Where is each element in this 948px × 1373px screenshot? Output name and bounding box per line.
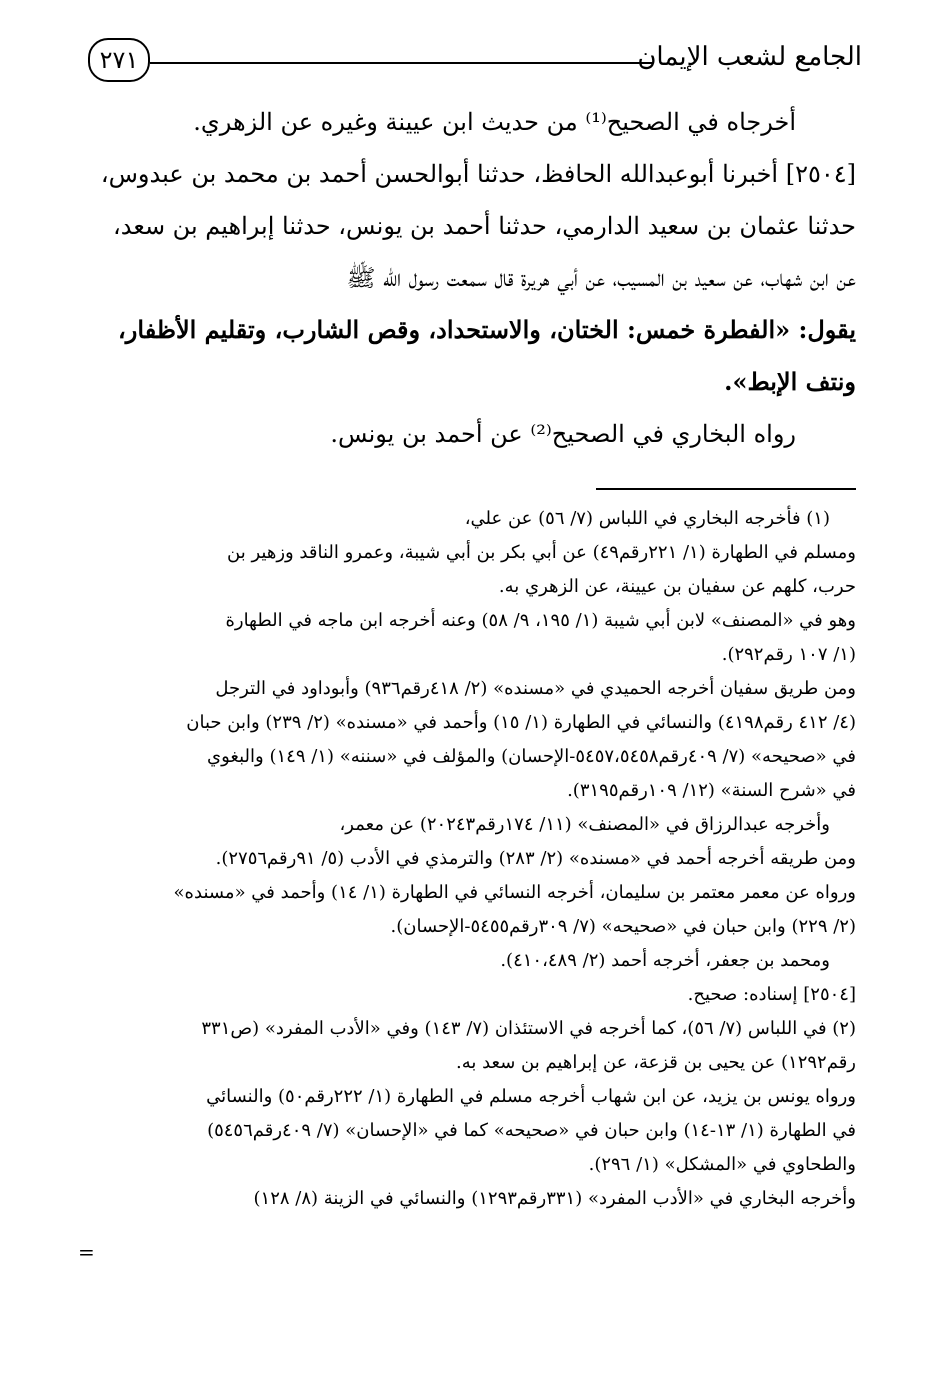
footnote-line: في «صحيحه» (٧/ ٤٠٩رقم٥٤٥٧،٥٤٥٨-الإحسان) والمؤلف في «سننه» (١/ ١٤٩) والبغوي	[207, 746, 856, 767]
hadith-text-line: ونتف الإبط».	[724, 367, 856, 396]
main-text	[88, 96, 856, 460]
header-rule	[150, 62, 652, 64]
footnote-line: وأخرجه عبدالرزاق في «المصنف» (١١/ ١٧٤رقم٢٠٢٤٣) عن معمر،	[339, 814, 830, 835]
footnotes	[74, 502, 856, 1216]
text-line: حدثنا عثمان بن سعيد الدارمي، حدثنا أحمد بن يونس، حدثنا إبراهيم بن سعد،	[113, 212, 856, 240]
text-line: أخرجاه في الصحيح⁽¹⁾ من حديث ابن عيينة وغيره عن الزهري.	[193, 108, 796, 136]
footnote-line: في «شرح السنة» (١٢/ ١٠٩رقم٣١٩٥).	[567, 780, 856, 801]
footnote-line: (١/ ١٠٧ رقم٢٩٢).	[721, 644, 856, 665]
footnote-line: (٢) في اللباس (٧/ ٥٦)، كما أخرجه في الاستئذان (٧/ ١٤٣) وفي «الأدب المفرد» (ص٣٣١	[201, 1018, 856, 1039]
isnad-grading-line: [٢٥٠٤] إسناده: صحيح.	[687, 984, 856, 1005]
footnote-line: والطحاوي في «المشكل» (١/ ٢٩٦).	[588, 1154, 856, 1175]
page-header	[88, 28, 862, 90]
footnote-line: في الطهارة (١/ ١٣-١٤) وابن حبان في «صحيحه» كما في «الإحسان» (٧/ ٤٠٩رقم٥٤٥٦)	[207, 1120, 856, 1141]
footnote-line: ومحمد بن جعفر، أخرجه أحمد (٢/ ٤١٠،٤٨٩).	[500, 950, 830, 971]
page-number: ٢٧١	[88, 38, 150, 82]
text-line: رواه البخاري في الصحيح⁽²⁾ عن أحمد بن يونس.	[330, 420, 796, 448]
footnote-line: حرب، كلهم عن سفيان بن عيينة، عن الزهري به.	[498, 576, 856, 597]
running-title: الجامع لشعب الإيمان	[637, 42, 862, 72]
footnote-separator	[596, 488, 856, 490]
footnote-line: ومسلم في الطهارة (١/ ٢٢١رقم٤٩) عن أبي بكر بن أبي شيبة، وعمرو الناقد وزهير بن	[227, 542, 856, 563]
hadith-text-line: يقول: «الفطرة خمس: الختان، والاستحداد، وقص الشارب، وتقليم الأظفار،	[118, 315, 856, 344]
footnote-line: (٤/ ٤١٢ رقم٤١٩٨) والنسائي في الطهارة (١/ ١٥) وأحمد في «مسنده» (٢/ ٢٣٩) وابن حبان	[186, 712, 856, 733]
footnote-line: ورواه يونس بن يزيد، عن ابن شهاب أخرجه مسلم في الطهارة (١/ ٢٢٢رقم٥٠) والنسائي	[206, 1086, 856, 1107]
footnote-line: وأخرجه البخاري في «الأدب المفرد» (٣٣١رقم١٢٩٣) والنسائي في الزينة (٨/ ١٢٨)	[253, 1188, 856, 1209]
continuation-mark: =	[78, 1240, 95, 1264]
footnote-line: (١) فأخرجه البخاري في اللباس (٧/ ٥٦) عن علي،	[464, 508, 830, 529]
text-line: [٢٥٠٤] أخبرنا أبوعبدالله الحافظ، حدثنا أبوالحسن أحمد بن محمد بن عبدوس،	[100, 160, 856, 188]
footnote-line: ومن طريقه أخرجه أحمد في «مسنده» (٢/ ٢٨٣) والترمذي في الأدب (٥/ ٩١رقم٢٧٥٦).	[215, 848, 856, 869]
footnote-line: ورواه عن معمر معتمر بن سليمان، أخرجه النسائي في الطهارة (١/ ١٤) وأحمد في «مسنده»	[173, 882, 856, 903]
footnote-line: رقم١٢٩٢) عن يحيى بن قزعة، عن إبراهيم بن سعد به.	[455, 1052, 856, 1073]
footnote-line: ومن طريق سفيان أخرجه الحميدي في «مسنده» (٢/ ٤١٨رقم٩٣٦) وأبوداود في الترجل	[215, 678, 856, 699]
footnote-line: (٢/ ٢٢٩) وابن حبان في «صحيحه» (٧/ ٣٠٩رقم٥٤٥٥-الإحسان).	[390, 916, 856, 937]
footnote-line: وهو في «المصنف» لابن أبي شيبة (١/ ١٩٥، ٩/ ٥٨) وعنه أخرجه ابن ماجه في الطهارة	[225, 610, 856, 631]
text-line: عن ابن شهاب، عن سعيد بن المسيب، عن أبي هريرة قال سمعت رسول الله ﷺ	[346, 264, 856, 292]
